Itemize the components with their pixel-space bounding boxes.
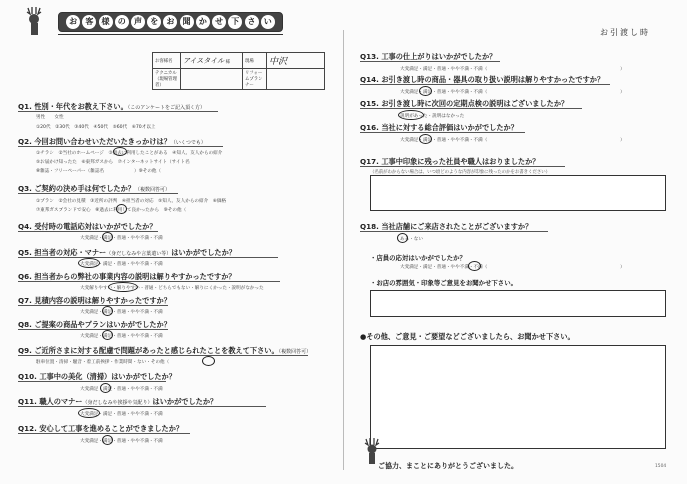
q11: Q11. 職人のマナー（身だしなみや挨拶や気配り）はいかがでしたか？ xyxy=(18,397,218,406)
q14-scale[interactable]: 大変満足・満足・普通・やや不満・不満（ xyxy=(400,90,488,95)
q5-scale[interactable]: 大変満足・満足・普通・やや不満・不満 xyxy=(80,262,163,267)
info-table xyxy=(152,52,325,90)
store-question: ・店員の応対はいかがでしたか？ xyxy=(370,254,466,262)
store-note-question: ・お店の雰囲気・印象等ご意見をお聞かせ下さい。 xyxy=(370,279,517,287)
other-comments: ●その他、ご意見・ご要望などございましたら、お聞かせ下さい。 xyxy=(360,332,575,341)
q1-ages[interactable]: ①20代 ②30代 ③40代 ④50代 ⑤60代 ⑥70才以上 xyxy=(36,125,156,130)
q18: Q18. 当社店舗にご来店されたことがございますか？ xyxy=(360,222,533,231)
q10: Q10. 工事中の美化（清掃）はいかがでしたか？ xyxy=(18,372,176,381)
q13-scale[interactable]: 大変満足・満足・普通・やや不満・不満（ xyxy=(400,67,488,72)
q13: Q13. 工事の仕上がりはいかがでしたか？ xyxy=(360,52,497,61)
q9-scale[interactable]: 駐車位置・清掃・騒音・着工前挨拶・作業時間・ない・その他（ xyxy=(36,360,170,365)
q16: Q16. 当社に対する総合評価はいかがでしたか？ xyxy=(360,123,518,132)
q11-scale[interactable]: 大変満足・満足・普通・やや不満・不満 xyxy=(80,412,163,417)
q6: Q6. 担当者からの弊社の事業内容の説明は解りやすかったですか？ xyxy=(18,272,236,281)
owner-label: お客様名 xyxy=(153,53,181,69)
q17: Q17. 工事中印象に残った社員や職人はおりましたか？ xyxy=(360,157,540,166)
q15-scale[interactable]: 説明があった・説明はなかった xyxy=(400,114,465,119)
q9: Q9. ご近所さまに対する配慮で問題があったと感じられたことを教えて下さい。（複数回答可） xyxy=(18,346,312,355)
q2-line2[interactable]: ⑤お届かけ知ったた ⑥東邦ガスから ⑦インターネットサイト（サイト名 xyxy=(36,160,190,165)
thanks-message: ご協力、まことにありがとうございました。 xyxy=(378,462,518,470)
q10-scale[interactable]: 大変満足・満足・普通・やや不満・不満 xyxy=(80,387,163,392)
q2-line1[interactable]: ①チラシ ②当社のホームページ ③過去に利用したことがある ④知人、友人からの紹介 xyxy=(36,151,223,156)
page-divider xyxy=(343,30,344,470)
q12-scale[interactable]: 大変満足・満足・普通・やや不満・不満 xyxy=(80,439,163,444)
store-note-box[interactable] xyxy=(370,290,666,317)
survey-page: お 客 様 の 声 を お 聞 か せ 下 さ い お引渡し時 お客様名 アイスタイル 様 現場 中沢 テクニカル（現場管理者） リフォームプランナー Q1. 性別・年代をお教え下さい。（このアンケートをご記入頂く方） 男性 女性 ①20代 ②30代 ③40代 ④50代 ⑤60代 ⑥70才以上 Q2. 今回お問い合わせいただいたきっかけは？（いくつでも） ①チラシ ②当社のホームページ ③過去に利用したことがある ④知人、友人からの紹介 ⑤お届かけ知ったた ⑥東邦ガスから ⑦インターネットサイト（サイト名 ⑧雑誌・フリーペーパー（雑誌名 ）⑨その他（ Q3. ご契約の決め手は何でしたか？（複数回答可） ①プラン ②会社の見積 ③近所の評判 ④担当者の対応 ⑤知人、友人からの紹介 ⑥価格 ⑦東邦ガスブランドで安心 ⑧過去に利用して良かったから ⑨その他（ Q4. 受付時の電話応対はいかがでしたか？ 大変満足・満足・普通・やや不満・不満 Q5. 担当者の対応・マナー（身だしなみや言葉遣い等）はいかがでしたか？ 大変満足・満足・普通・やや不満・不満 Q6. 担当者からの弊社の事業内容の説明は解りやすかったですか？ 大変解りやすい・解りやすい・普通・どちらでもない・解りにくかった・説明がなかった Q7. 見積内容の説明は解りやすかったですか？ 大変満足・満足・普通・やや不満・不満 Q8. ご提案の商品やプランはいかがでしたか？ 大変満足・満足・普通・やや不満・不満 Q9. ご近所さまに対する配慮で問題があったと感じられたことを教えて下さい。（複数回答可） 駐車位置・清掃・騒音・着工前挨拶・作業時間・ない・その他（ Q10. 工事中の美化（清掃）はいかがでしたか？ 大変満足・満足・普通・やや不満・不満 Q11. 職人のマナー（身だしなみや挨拶や気配り）はいかがでしたか？ 大変満足・満足・普通・やや不満・不満 Q12. 安心して工事を進めることができましたか？ 大変満足・満足・普通・やや不満・不満 Q13. 工事の仕上がりはいかがでしたか？ 大変満足・満足・普通・やや不満・不満（ ） Q14. お引き渡し時の商品・器具の取り扱い説明は解りやすかったですか？ 大変満足・満足・普通・やや不満・不満（ ） Q15. お引き渡し時に次回の定期点検の説明はございましたか？ 説明があった・説明はなかった Q16. 当社に対する総合評価はいかがでしたか？ 大変満足・満足・普通・やや不満・不満（ ） Q17. 工事中印象に残った社員や職人はおりましたか？ （名前がわからない場合は、いつ頃どのような内容が印象に残ったのかをお書きください） Q18. 当社店舗にご来店されたことがございますか？ ある・ない ・店員の応対はいかがでしたか？ 大変満足・満足・普通・やや不満・不満（ ） ・お店の雰囲気・印象等ご意見をお聞かせ下さい。 ●その他、ご意見・ご要望などございましたら、お聞かせ下さい。 ご協力、まことにありがとうございました。 1504 xyxy=(0,0,687,484)
q5: Q5. 担当者の対応・マナー（身だしなみや言葉遣い等）はいかがでしたか？ xyxy=(18,248,236,257)
place-value: 中沢 xyxy=(269,57,288,67)
q17-note: （名前がわからない場合は、いつ頃どのような内容が印象に残ったのかをお書きください） xyxy=(370,170,551,175)
q4: Q4. 受付時の電話応対はいかがでしたか？ xyxy=(18,222,157,231)
q16-scale[interactable]: 大変満足・満足・普通・やや不満・不満（ xyxy=(400,138,488,143)
q7: Q7. 見積内容の説明は解りやすかったですか？ xyxy=(18,296,171,305)
place-label: 現場 xyxy=(243,53,267,69)
q1-gender[interactable]: 男性 女性 xyxy=(36,115,64,120)
deer-icon xyxy=(18,4,52,38)
other-comments-box[interactable] xyxy=(370,345,666,449)
right-label: お引渡し時 xyxy=(600,28,650,37)
reform-field[interactable] xyxy=(267,69,325,90)
form-code: 1504 xyxy=(655,464,667,469)
store-scale[interactable]: 大変満足・満足・普通・やや不満・不満（ xyxy=(400,265,488,270)
q15: Q15. お引き渡し時に次回の定期点検の説明はございましたか？ xyxy=(360,99,569,108)
q6-scale[interactable]: 大変解りやすい・解りやすい・普通・どちらでもない・解りにくかった・説明がなかった xyxy=(80,286,264,291)
technical-label: テクニカル（現場管理者） xyxy=(153,69,181,90)
q1: Q1. 性別・年代をお教え下さい。（このアンケートをご記入頂く方） xyxy=(18,102,205,111)
q4-scale[interactable]: 大変満足・満足・普通・やや不満・不満 xyxy=(80,236,163,241)
q7-scale[interactable]: 大変満足・満足・普通・やや不満・不満 xyxy=(80,310,163,315)
owner-suffix: 様 xyxy=(225,59,230,65)
q14: Q14. お引き渡し時の商品・器具の取り扱い説明は解りやすかったですか？ xyxy=(360,75,605,84)
q17-answer-box[interactable] xyxy=(370,175,666,211)
owner-value: アイスタイル xyxy=(183,56,225,65)
q12: Q12. 安心して工事を進めることができましたか？ xyxy=(18,424,184,433)
q3-line2[interactable]: ⑦東邦ガスブランドで安心 ⑧過去に利用して良かったから ⑨その他（ xyxy=(36,208,187,213)
q3-line1[interactable]: ①プラン ②会社の見積 ③近所の評判 ④担当者の対応 ⑤知人、友人からの紹介 ⑥価格 xyxy=(36,199,227,204)
survey-title: お 客 様 の 声 を お 聞 か せ 下 さ い xyxy=(58,12,283,32)
q3: Q3. ご契約の決め手は何でしたか？（複数回答可） xyxy=(18,184,170,193)
reform-label: リフォームプランナー xyxy=(243,69,267,90)
technical-field[interactable] xyxy=(181,69,243,90)
q2-line3[interactable]: ⑧雑誌・フリーペーパー（雑誌名 ）⑨その他（ xyxy=(36,169,162,174)
q18-scale[interactable]: ある・ない xyxy=(400,237,423,242)
q8: Q8. ご提案の商品やプランはいかがでしたか？ xyxy=(18,320,171,329)
q8-scale[interactable]: 大変満足・満足・普通・やや不満・不満 xyxy=(80,334,163,339)
q2: Q2. 今回お問い合わせいただいたきっかけは？（いくつでも） xyxy=(18,137,206,146)
